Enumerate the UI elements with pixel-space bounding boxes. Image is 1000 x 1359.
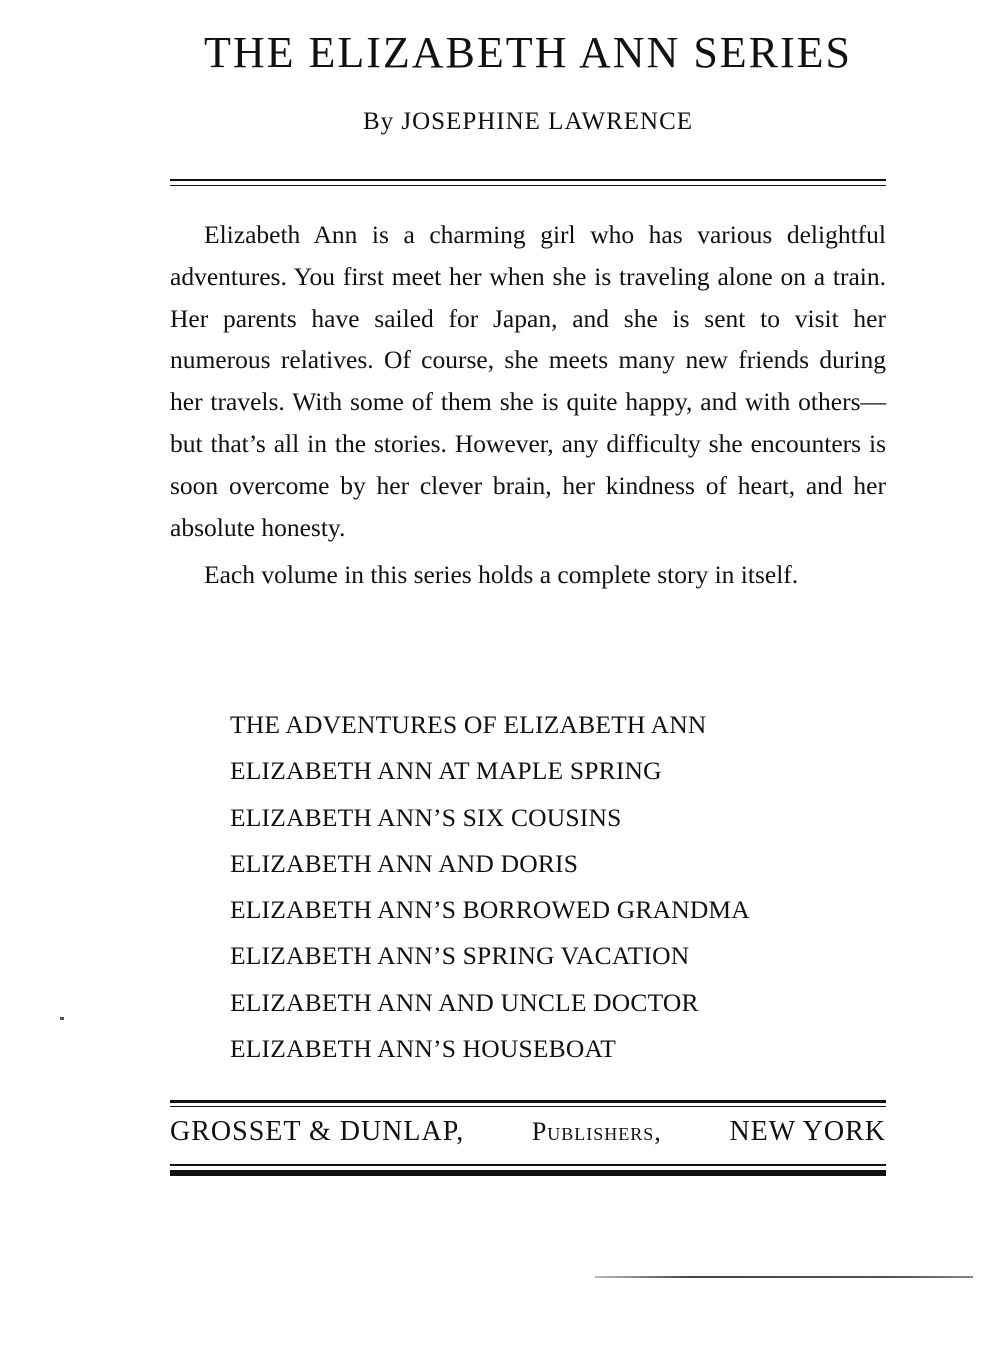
publisher-role: Publishers,: [531, 1117, 662, 1146]
publisher-rule-lower: [170, 1106, 886, 1107]
author-byline: By JOSEPHINE LAWRENCE: [362, 108, 694, 135]
book-title: ELIZABETH ANN’S BORROWED GRANDMA: [230, 895, 750, 925]
book-title: ELIZABETH ANN’S SIX COUSINS: [230, 802, 622, 832]
description-paragraph: Elizabeth Ann is a charming girl who has various delightful adventures. You first meet her when she is traveling alone on a train. Her parents have sailed for Japan, and she is sent to visit her numerous relatives. Of course, she meets many new friends during her travels. With some of them she is quite happy, and with others—but that’s all in the stories. However, any difficulty she encounters is soon overcome by her clever brain, her kindness of heart, and her absolute honesty.: [170, 220, 886, 542]
series-title: THE ELIZABETH ANN SERIES: [203, 28, 853, 77]
publisher-city: NEW YORK: [729, 1116, 886, 1147]
book-title: ELIZABETH ANN’S HOUSEBOAT: [230, 1034, 617, 1064]
description-paragraph: Each volume in this series holds a complete story in itself.: [204, 560, 799, 590]
top-rule-lower: [170, 185, 886, 186]
bottom-rule-upper: [170, 1164, 886, 1166]
book-title: THE ADVENTURES OF ELIZABETH ANN: [230, 710, 707, 739]
book-title-list: [230, 702, 890, 1072]
book-title: ELIZABETH ANN AND DORIS: [230, 848, 579, 878]
book-title: ELIZABETH ANN’S SPRING VACATION: [230, 941, 690, 971]
scan-speck: [60, 1017, 64, 1020]
publisher-rule-upper: [170, 1100, 886, 1103]
publisher-imprint: [170, 1114, 886, 1150]
series-description: [170, 214, 886, 596]
top-rule-upper: [170, 179, 886, 181]
bottom-rule-lower: [170, 1170, 886, 1176]
book-title: ELIZABETH ANN AT MAPLE SPRING: [230, 756, 662, 786]
publisher-name: GROSSET & DUNLAP,: [170, 1116, 465, 1147]
book-title: ELIZABETH ANN AND UNCLE DOCTOR: [230, 987, 699, 1017]
scan-artifact-line: [595, 1276, 973, 1278]
